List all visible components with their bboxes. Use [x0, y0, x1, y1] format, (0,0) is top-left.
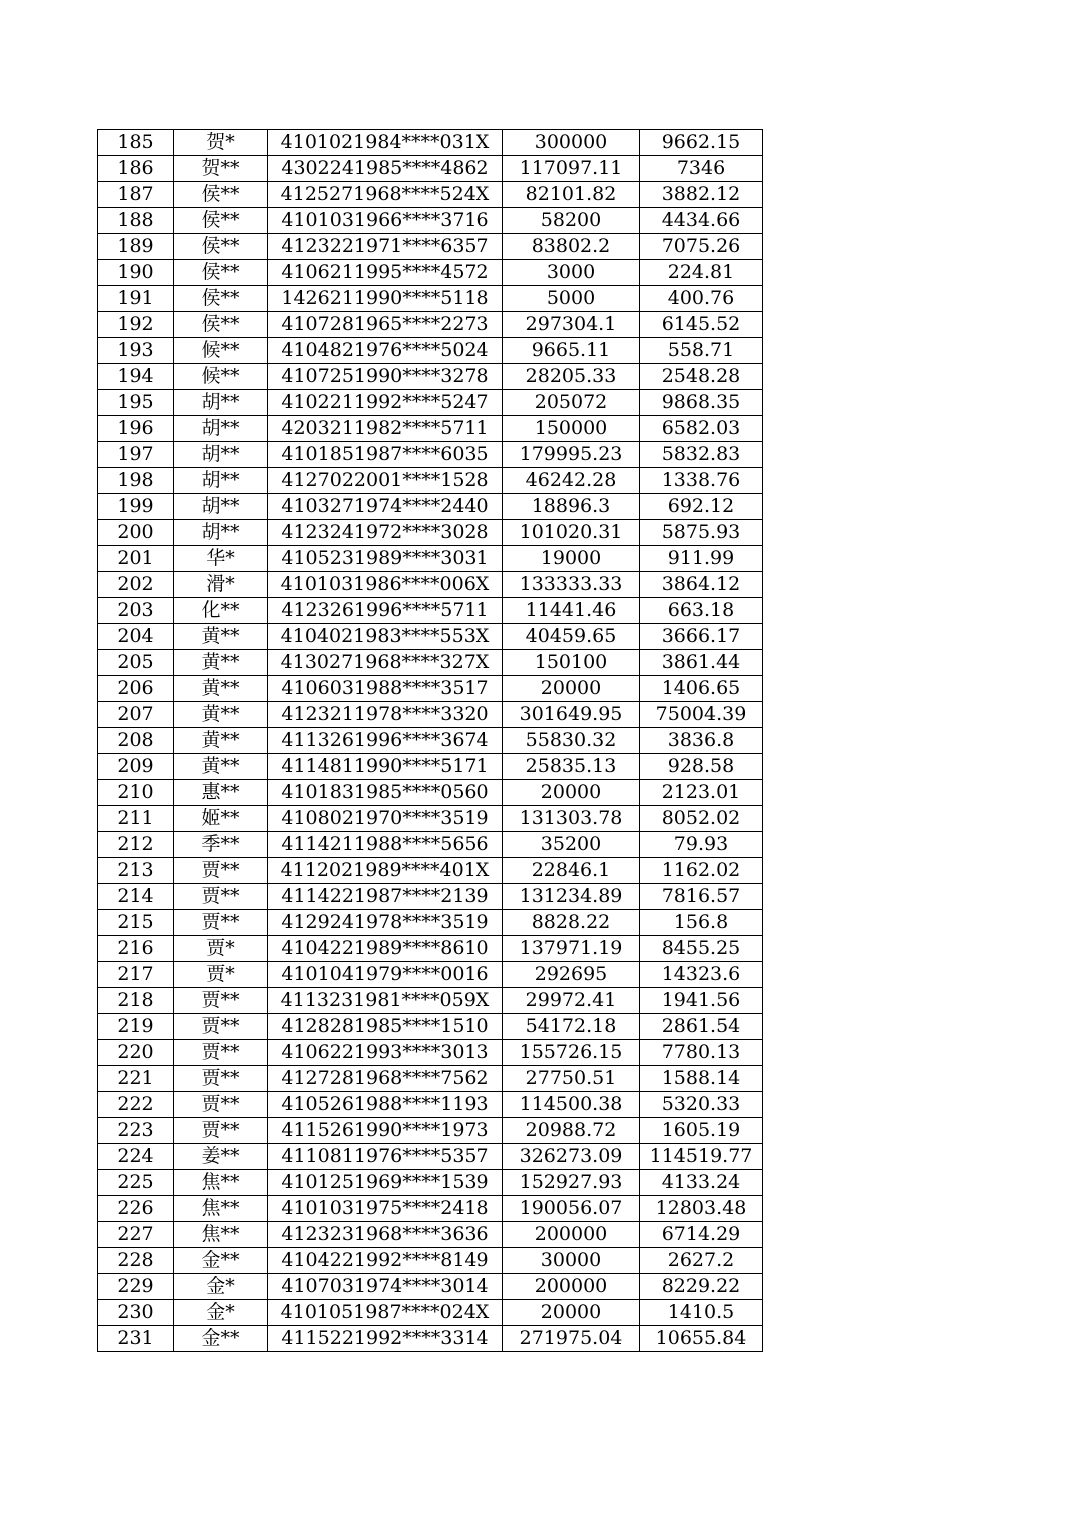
interest-cell: 3861.44: [640, 650, 763, 676]
table-row: [98, 520, 763, 546]
id-number-cell: 4106211995****4572: [268, 260, 503, 286]
amount-cell: 29972.41: [503, 988, 640, 1014]
interest-cell: 6582.03: [640, 416, 763, 442]
interest-cell: 9662.15: [640, 130, 763, 156]
table-row: [98, 130, 763, 156]
name-cell: 贺**: [174, 156, 268, 182]
name-cell: 胡**: [174, 494, 268, 520]
name-cell: 胡**: [174, 416, 268, 442]
row-number-cell: 193: [98, 338, 174, 364]
id-number-cell: 4115261990****1973: [268, 1118, 503, 1144]
table-row: [98, 728, 763, 754]
interest-cell: 79.93: [640, 832, 763, 858]
table-row: [98, 598, 763, 624]
interest-cell: 3864.12: [640, 572, 763, 598]
table-row: [98, 208, 763, 234]
interest-cell: 692.12: [640, 494, 763, 520]
id-number-cell: 4101251969****1539: [268, 1170, 503, 1196]
amount-cell: 11441.46: [503, 598, 640, 624]
id-number-cell: 4123241972****3028: [268, 520, 503, 546]
table-row: [98, 468, 763, 494]
name-cell: 侯**: [174, 234, 268, 260]
name-cell: 黄**: [174, 754, 268, 780]
name-cell: 黄**: [174, 728, 268, 754]
id-number-cell: 4129241978****3519: [268, 910, 503, 936]
name-cell: 黄**: [174, 650, 268, 676]
row-number-cell: 198: [98, 468, 174, 494]
interest-cell: 1162.02: [640, 858, 763, 884]
id-number-cell: 4107251990****3278: [268, 364, 503, 390]
amount-cell: 301649.95: [503, 702, 640, 728]
id-number-cell: 4123221971****6357: [268, 234, 503, 260]
id-number-cell: 4108021970****3519: [268, 806, 503, 832]
name-cell: 贾**: [174, 1092, 268, 1118]
amount-cell: 200000: [503, 1274, 640, 1300]
table-row: [98, 676, 763, 702]
table-row: [98, 182, 763, 208]
data-sheet: [97, 129, 763, 1352]
amount-cell: 46242.28: [503, 468, 640, 494]
table-row: [98, 962, 763, 988]
row-number-cell: 185: [98, 130, 174, 156]
table-row: [98, 1014, 763, 1040]
name-cell: 候**: [174, 364, 268, 390]
amount-cell: 150000: [503, 416, 640, 442]
interest-cell: 8455.25: [640, 936, 763, 962]
interest-cell: 10655.84: [640, 1326, 763, 1352]
id-number-cell: 4106221993****3013: [268, 1040, 503, 1066]
row-number-cell: 208: [98, 728, 174, 754]
row-number-cell: 204: [98, 624, 174, 650]
name-cell: 金*: [174, 1274, 268, 1300]
name-cell: 胡**: [174, 468, 268, 494]
table-row: [98, 702, 763, 728]
amount-cell: 150100: [503, 650, 640, 676]
table-row: [98, 338, 763, 364]
row-number-cell: 225: [98, 1170, 174, 1196]
id-number-cell: 4114221987****2139: [268, 884, 503, 910]
id-number-cell: 4125271968****524X: [268, 182, 503, 208]
row-number-cell: 223: [98, 1118, 174, 1144]
table-row: [98, 312, 763, 338]
interest-cell: 7816.57: [640, 884, 763, 910]
table-row: [98, 494, 763, 520]
row-number-cell: 187: [98, 182, 174, 208]
amount-cell: 300000: [503, 130, 640, 156]
name-cell: 焦**: [174, 1170, 268, 1196]
name-cell: 贾**: [174, 988, 268, 1014]
name-cell: 贾**: [174, 858, 268, 884]
row-number-cell: 203: [98, 598, 174, 624]
name-cell: 贾**: [174, 1014, 268, 1040]
name-cell: 候**: [174, 338, 268, 364]
table-row: [98, 780, 763, 806]
amount-cell: 82101.82: [503, 182, 640, 208]
table-row: [98, 234, 763, 260]
table-row: [98, 156, 763, 182]
amount-cell: 179995.23: [503, 442, 640, 468]
row-number-cell: 216: [98, 936, 174, 962]
amount-cell: 25835.13: [503, 754, 640, 780]
amount-cell: 35200: [503, 832, 640, 858]
interest-cell: 8229.22: [640, 1274, 763, 1300]
id-number-cell: 4101051987****024X: [268, 1300, 503, 1326]
amount-cell: 27750.51: [503, 1066, 640, 1092]
row-number-cell: 211: [98, 806, 174, 832]
table-row: [98, 260, 763, 286]
interest-cell: 7346: [640, 156, 763, 182]
row-number-cell: 201: [98, 546, 174, 572]
row-number-cell: 214: [98, 884, 174, 910]
name-cell: 侯**: [174, 312, 268, 338]
id-number-cell: 4101031986****006X: [268, 572, 503, 598]
table-row: [98, 1326, 763, 1352]
table-row: [98, 1040, 763, 1066]
name-cell: 华*: [174, 546, 268, 572]
amount-cell: 271975.04: [503, 1326, 640, 1352]
amount-cell: 137971.19: [503, 936, 640, 962]
interest-cell: 5875.93: [640, 520, 763, 546]
name-cell: 金**: [174, 1248, 268, 1274]
id-number-cell: 4101851987****6035: [268, 442, 503, 468]
amount-cell: 3000: [503, 260, 640, 286]
table-row: [98, 806, 763, 832]
table-row: [98, 442, 763, 468]
amount-cell: 5000: [503, 286, 640, 312]
interest-cell: 9868.35: [640, 390, 763, 416]
name-cell: 焦**: [174, 1196, 268, 1222]
id-number-cell: 4127281968****7562: [268, 1066, 503, 1092]
interest-cell: 1605.19: [640, 1118, 763, 1144]
row-number-cell: 207: [98, 702, 174, 728]
row-number-cell: 209: [98, 754, 174, 780]
interest-cell: 224.81: [640, 260, 763, 286]
name-cell: 贾**: [174, 1118, 268, 1144]
interest-cell: 156.8: [640, 910, 763, 936]
table-row: [98, 286, 763, 312]
row-number-cell: 226: [98, 1196, 174, 1222]
amount-cell: 152927.93: [503, 1170, 640, 1196]
interest-cell: 5320.33: [640, 1092, 763, 1118]
row-number-cell: 189: [98, 234, 174, 260]
row-number-cell: 190: [98, 260, 174, 286]
name-cell: 胡**: [174, 442, 268, 468]
interest-cell: 6145.52: [640, 312, 763, 338]
id-number-cell: 4104821976****5024: [268, 338, 503, 364]
amount-cell: 9665.11: [503, 338, 640, 364]
row-number-cell: 219: [98, 1014, 174, 1040]
id-number-cell: 4113261996****3674: [268, 728, 503, 754]
amount-cell: 22846.1: [503, 858, 640, 884]
table-row: [98, 364, 763, 390]
amount-cell: 28205.33: [503, 364, 640, 390]
table-row: [98, 754, 763, 780]
amount-cell: 19000: [503, 546, 640, 572]
interest-cell: 4434.66: [640, 208, 763, 234]
table-row: [98, 936, 763, 962]
name-cell: 贾*: [174, 962, 268, 988]
interest-cell: 1588.14: [640, 1066, 763, 1092]
amount-cell: 200000: [503, 1222, 640, 1248]
amount-cell: 101020.31: [503, 520, 640, 546]
id-number-cell: 4110811976****5357: [268, 1144, 503, 1170]
interest-cell: 14323.6: [640, 962, 763, 988]
table-row: [98, 884, 763, 910]
id-number-cell: 4103271974****2440: [268, 494, 503, 520]
interest-cell: 75004.39: [640, 702, 763, 728]
row-number-cell: 210: [98, 780, 174, 806]
interest-cell: 928.58: [640, 754, 763, 780]
table-row: [98, 910, 763, 936]
interest-cell: 1941.56: [640, 988, 763, 1014]
table-row: [98, 1196, 763, 1222]
id-number-cell: 4130271968****327X: [268, 650, 503, 676]
row-number-cell: 224: [98, 1144, 174, 1170]
id-number-cell: 4302241985****4862: [268, 156, 503, 182]
table-row: [98, 988, 763, 1014]
amount-cell: 20000: [503, 780, 640, 806]
id-number-cell: 4107031974****3014: [268, 1274, 503, 1300]
id-number-cell: 4102211992****5247: [268, 390, 503, 416]
interest-cell: 400.76: [640, 286, 763, 312]
amount-cell: 292695: [503, 962, 640, 988]
interest-cell: 1406.65: [640, 676, 763, 702]
amount-cell: 114500.38: [503, 1092, 640, 1118]
name-cell: 侯**: [174, 182, 268, 208]
table-row: [98, 416, 763, 442]
id-number-cell: 4123231968****3636: [268, 1222, 503, 1248]
table-row: [98, 1092, 763, 1118]
id-number-cell: 4127022001****1528: [268, 468, 503, 494]
table-row: [98, 1222, 763, 1248]
name-cell: 贾**: [174, 1066, 268, 1092]
name-cell: 贾**: [174, 884, 268, 910]
table-row: [98, 1170, 763, 1196]
amount-cell: 133333.33: [503, 572, 640, 598]
table-row: [98, 650, 763, 676]
amount-cell: 205072: [503, 390, 640, 416]
interest-cell: 663.18: [640, 598, 763, 624]
name-cell: 贾**: [174, 910, 268, 936]
amount-cell: 20000: [503, 676, 640, 702]
row-number-cell: 212: [98, 832, 174, 858]
row-number-cell: 205: [98, 650, 174, 676]
interest-cell: 6714.29: [640, 1222, 763, 1248]
row-number-cell: 197: [98, 442, 174, 468]
interest-cell: 911.99: [640, 546, 763, 572]
amount-cell: 18896.3: [503, 494, 640, 520]
interest-cell: 12803.48: [640, 1196, 763, 1222]
id-number-cell: 4203211982****5711: [268, 416, 503, 442]
amount-cell: 190056.07: [503, 1196, 640, 1222]
table-row: [98, 572, 763, 598]
name-cell: 侯**: [174, 286, 268, 312]
name-cell: 姬**: [174, 806, 268, 832]
interest-cell: 7780.13: [640, 1040, 763, 1066]
records-table: [97, 129, 763, 1352]
name-cell: 滑*: [174, 572, 268, 598]
amount-cell: 54172.18: [503, 1014, 640, 1040]
table-row: [98, 1274, 763, 1300]
name-cell: 黄**: [174, 676, 268, 702]
id-number-cell: 4107281965****2273: [268, 312, 503, 338]
name-cell: 黄**: [174, 702, 268, 728]
name-cell: 姜**: [174, 1144, 268, 1170]
name-cell: 贾*: [174, 936, 268, 962]
id-number-cell: 4101031966****3716: [268, 208, 503, 234]
amount-cell: 326273.09: [503, 1144, 640, 1170]
interest-cell: 1410.5: [640, 1300, 763, 1326]
interest-cell: 2861.54: [640, 1014, 763, 1040]
interest-cell: 1338.76: [640, 468, 763, 494]
amount-cell: 55830.32: [503, 728, 640, 754]
table-row: [98, 390, 763, 416]
table-row: [98, 1066, 763, 1092]
row-number-cell: 194: [98, 364, 174, 390]
row-number-cell: 206: [98, 676, 174, 702]
name-cell: 贺*: [174, 130, 268, 156]
row-number-cell: 188: [98, 208, 174, 234]
row-number-cell: 213: [98, 858, 174, 884]
row-number-cell: 202: [98, 572, 174, 598]
amount-cell: 30000: [503, 1248, 640, 1274]
table-row: [98, 1300, 763, 1326]
interest-cell: 7075.26: [640, 234, 763, 260]
amount-cell: 117097.11: [503, 156, 640, 182]
table-row: [98, 832, 763, 858]
interest-cell: 558.71: [640, 338, 763, 364]
id-number-cell: 4106031988****3517: [268, 676, 503, 702]
id-number-cell: 4101041979****0016: [268, 962, 503, 988]
row-number-cell: 227: [98, 1222, 174, 1248]
interest-cell: 2627.2: [640, 1248, 763, 1274]
table-row: [98, 546, 763, 572]
id-number-cell: 4123261996****5711: [268, 598, 503, 624]
name-cell: 金**: [174, 1326, 268, 1352]
name-cell: 焦**: [174, 1222, 268, 1248]
id-number-cell: 4112021989****401X: [268, 858, 503, 884]
id-number-cell: 4104021983****553X: [268, 624, 503, 650]
row-number-cell: 200: [98, 520, 174, 546]
name-cell: 侯**: [174, 208, 268, 234]
id-number-cell: 4114811990****5171: [268, 754, 503, 780]
row-number-cell: 221: [98, 1066, 174, 1092]
interest-cell: 3666.17: [640, 624, 763, 650]
row-number-cell: 222: [98, 1092, 174, 1118]
id-number-cell: 4105231989****3031: [268, 546, 503, 572]
row-number-cell: 191: [98, 286, 174, 312]
amount-cell: 8828.22: [503, 910, 640, 936]
id-number-cell: 4104221992****8149: [268, 1248, 503, 1274]
id-number-cell: 4104221989****8610: [268, 936, 503, 962]
table-row: [98, 858, 763, 884]
amount-cell: 58200: [503, 208, 640, 234]
table-row: [98, 1118, 763, 1144]
id-number-cell: 4115221992****3314: [268, 1326, 503, 1352]
id-number-cell: 4113231981****059X: [268, 988, 503, 1014]
amount-cell: 83802.2: [503, 234, 640, 260]
id-number-cell: 4114211988****5656: [268, 832, 503, 858]
table-row: [98, 624, 763, 650]
row-number-cell: 217: [98, 962, 174, 988]
interest-cell: 4133.24: [640, 1170, 763, 1196]
id-number-cell: 4123211978****3320: [268, 702, 503, 728]
row-number-cell: 228: [98, 1248, 174, 1274]
row-number-cell: 218: [98, 988, 174, 1014]
amount-cell: 131234.89: [503, 884, 640, 910]
amount-cell: 297304.1: [503, 312, 640, 338]
row-number-cell: 199: [98, 494, 174, 520]
interest-cell: 2123.01: [640, 780, 763, 806]
amount-cell: 20988.72: [503, 1118, 640, 1144]
amount-cell: 20000: [503, 1300, 640, 1326]
id-number-cell: 1426211990****5118: [268, 286, 503, 312]
name-cell: 黄**: [174, 624, 268, 650]
amount-cell: 131303.78: [503, 806, 640, 832]
name-cell: 季**: [174, 832, 268, 858]
name-cell: 胡**: [174, 390, 268, 416]
name-cell: 化**: [174, 598, 268, 624]
name-cell: 惠**: [174, 780, 268, 806]
row-number-cell: 196: [98, 416, 174, 442]
interest-cell: 114519.77: [640, 1144, 763, 1170]
name-cell: 胡**: [174, 520, 268, 546]
id-number-cell: 4101831985****0560: [268, 780, 503, 806]
interest-cell: 5832.83: [640, 442, 763, 468]
row-number-cell: 220: [98, 1040, 174, 1066]
row-number-cell: 195: [98, 390, 174, 416]
name-cell: 侯**: [174, 260, 268, 286]
row-number-cell: 229: [98, 1274, 174, 1300]
amount-cell: 40459.65: [503, 624, 640, 650]
interest-cell: 3836.8: [640, 728, 763, 754]
amount-cell: 155726.15: [503, 1040, 640, 1066]
name-cell: 贾**: [174, 1040, 268, 1066]
table-row: [98, 1144, 763, 1170]
interest-cell: 2548.28: [640, 364, 763, 390]
name-cell: 金*: [174, 1300, 268, 1326]
row-number-cell: 230: [98, 1300, 174, 1326]
table-row: [98, 1248, 763, 1274]
id-number-cell: 4101031975****2418: [268, 1196, 503, 1222]
interest-cell: 3882.12: [640, 182, 763, 208]
id-number-cell: 4128281985****1510: [268, 1014, 503, 1040]
id-number-cell: 4101021984****031X: [268, 130, 503, 156]
table-body: [98, 130, 763, 1352]
row-number-cell: 192: [98, 312, 174, 338]
interest-cell: 8052.02: [640, 806, 763, 832]
row-number-cell: 186: [98, 156, 174, 182]
row-number-cell: 215: [98, 910, 174, 936]
id-number-cell: 4105261988****1193: [268, 1092, 503, 1118]
row-number-cell: 231: [98, 1326, 174, 1352]
